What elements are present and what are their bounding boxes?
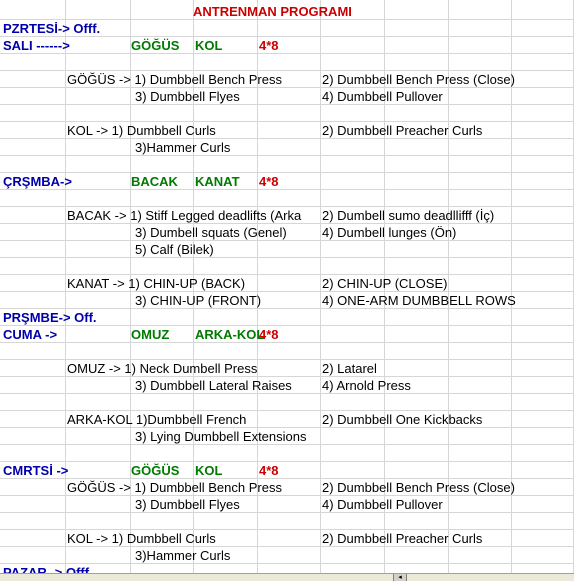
cell-text[interactable]: 3)Hammer Curls [135, 140, 231, 155]
cell-text[interactable]: SALI ------> [3, 38, 70, 53]
cell-text[interactable]: 3) CHIN-UP (FRONT) [135, 293, 262, 308]
row-divider [0, 461, 574, 462]
cell-text[interactable]: 3)Hammer Curls [135, 548, 231, 563]
cell-text[interactable]: PZRTESİ-> Offf. [3, 21, 101, 36]
row-divider [0, 512, 574, 513]
cell-text[interactable]: BACAK [131, 174, 178, 189]
row-divider [0, 155, 574, 156]
row-divider [0, 189, 574, 190]
cell-text[interactable]: BACAK -> 1) Stiff Legged deadlifts (Arka [67, 208, 302, 223]
cell-text[interactable]: 2) Dumbell sumo deadllifff (İç) [322, 208, 495, 223]
cell-text[interactable]: GÖĞÜS -> 1) Dumbbell Bench Press [67, 72, 282, 87]
row-divider [0, 257, 574, 258]
cell-text[interactable]: 4) Dumbbell Pullover [322, 497, 443, 512]
cell-text[interactable]: 3) Dumbell squats (Genel) [135, 225, 287, 240]
cell-text[interactable]: 4) Arnold Press [322, 378, 411, 393]
cell-text[interactable]: 2) Dumbbell Preacher Curls [322, 123, 483, 138]
row-divider [0, 104, 574, 105]
cell-text[interactable]: GÖĞÜS [131, 38, 180, 53]
cell-text[interactable]: 3) Dumbbell Flyes [135, 89, 240, 104]
cell-text[interactable]: 3) Lying Dumbbell Extensions [135, 429, 307, 444]
cell-text[interactable]: OMUZ -> 1) Neck Dumbell Press [67, 361, 258, 376]
cell-text[interactable]: 3) Dumbbell Lateral Raises [135, 378, 292, 393]
horizontal-scrollbar[interactable] [0, 573, 574, 581]
cell-text[interactable]: KOL [195, 463, 223, 478]
cell-text[interactable]: KOL [195, 38, 223, 53]
cell-text[interactable]: 4*8 [259, 174, 279, 189]
cell-text[interactable]: GÖĞÜS [131, 463, 180, 478]
cell-text[interactable]: 2) Dumbbell One Kickbacks [322, 412, 483, 427]
row-divider [0, 240, 574, 241]
cell-text[interactable]: 4*8 [259, 327, 279, 342]
cell-text[interactable]: 2) Dumbbell Bench Press (Close) [322, 480, 515, 495]
cell-text[interactable]: 4*8 [259, 38, 279, 53]
cell-text[interactable]: KANAT -> 1) CHIN-UP (BACK) [67, 276, 246, 291]
cell-text[interactable]: GÖĞÜS -> 1) Dumbbell Bench Press [67, 480, 282, 495]
cell-text[interactable]: CMRTSİ -> [3, 463, 69, 478]
cell-text[interactable]: 4) Dumbbell Pullover [322, 89, 443, 104]
row-divider [0, 172, 574, 173]
cell-text[interactable]: 2) CHIN-UP (CLOSE) [322, 276, 448, 291]
cell-text[interactable]: 4) Dumbell lunges (Ön) [322, 225, 457, 240]
cell-text[interactable]: ARKA-KOL [195, 327, 265, 342]
cell-text[interactable]: 2) Dumbbell Preacher Curls [322, 531, 483, 546]
cell-text[interactable]: PRŞMBE-> Off. [3, 310, 97, 325]
cell-text[interactable]: 2) Dumbbell Bench Press (Close) [322, 72, 515, 87]
cell-text[interactable]: 4) ONE-ARM DUMBBELL ROWS [322, 293, 516, 308]
cell-text[interactable]: 2) Latarel [322, 361, 377, 376]
scroll-left-arrow-icon[interactable]: ◂ [393, 574, 407, 581]
cell-text[interactable]: 5) Calf (Bilek) [135, 242, 214, 257]
row-divider [0, 53, 574, 54]
cell-text[interactable]: ARKA-KOL 1)Dumbbell French [67, 412, 247, 427]
sheet-title: ANTRENMAN PROGRAMI [193, 4, 352, 19]
cell-text[interactable]: KOL -> 1) Dumbbell Curls [67, 531, 216, 546]
cell-text[interactable]: 3) Dumbbell Flyes [135, 497, 240, 512]
cell-text[interactable]: KANAT [195, 174, 240, 189]
cell-text[interactable]: OMUZ [131, 327, 170, 342]
cell-text[interactable]: KOL -> 1) Dumbbell Curls [67, 123, 216, 138]
cell-text[interactable]: ÇRŞMBA-> [3, 174, 72, 189]
row-divider [0, 325, 574, 326]
row-divider [0, 342, 574, 343]
cell-text[interactable]: CUMA -> [3, 327, 58, 342]
cell-text[interactable]: 4*8 [259, 463, 279, 478]
